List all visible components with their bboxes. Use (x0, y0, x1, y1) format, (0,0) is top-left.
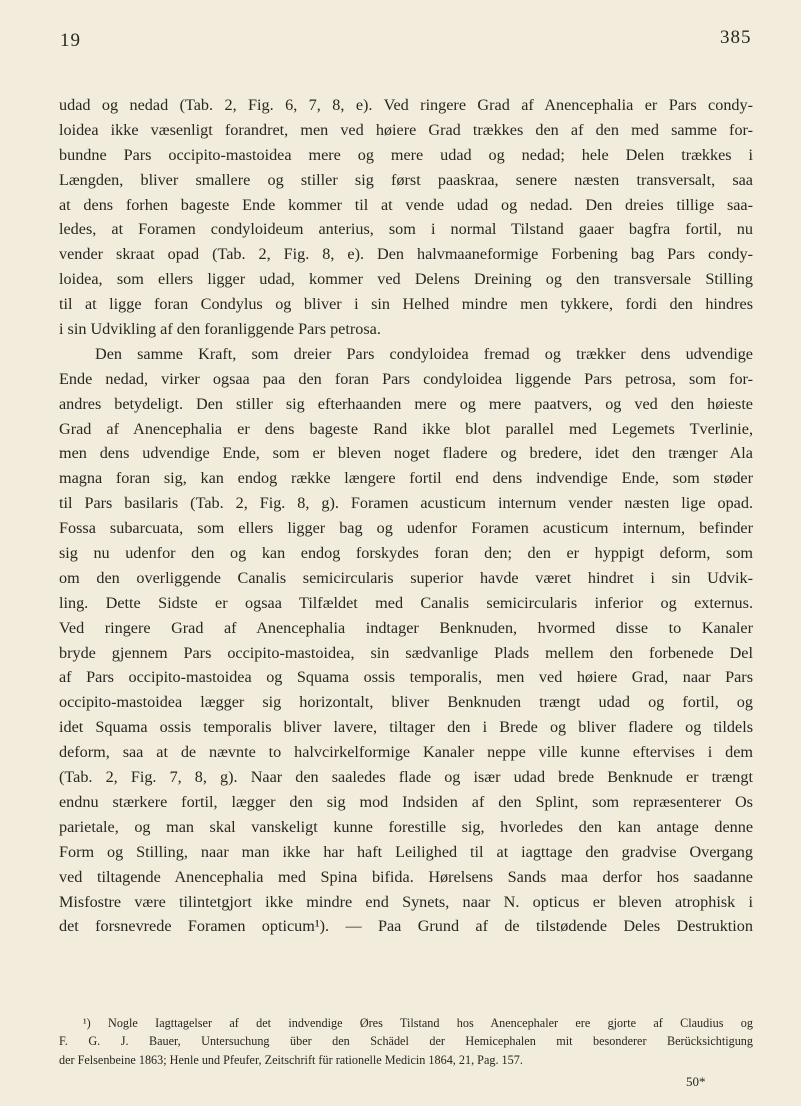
text-line: i sin Udvikling af den foranliggende Pars petrosa. (59, 320, 381, 339)
text-line: (Tab. 2, Fig. 7, 8, g). Naar den saaledes flade og især udad brede Benknude er trængt (59, 768, 753, 787)
text-line: bryde gjennem Pars occipito-mastoidea, sin sædvanlige Plads mellem den forbenede Del (59, 643, 753, 662)
text-line: men dens udvendige Ende, som er bleven noget fladere og bredere, idet den trænger Ala (59, 444, 753, 463)
text-line: occipito-mastoidea lægger sig horizontalt, bliver Benknuden trængt udad og fortil, og (59, 693, 753, 712)
text-line: af Pars occipito-mastoidea og Squama ossis temporalis, men ved høiere Grad, naar Pars (59, 668, 753, 687)
footnote-line: F. G. J. Bauer, Untersuchung über den Schädel der Hemicephalen mit besonderer Berücksichtigung (59, 1034, 753, 1049)
footnotes (59, 1014, 753, 1069)
text-line: loidea, som ellers ligger udad, kommer ved Delens Dreining og den transversale Stilling (59, 270, 753, 289)
text-line: ved tiltagende Anencephalia med Spina bifida. Hørelsens Sands maa derfor hos saadanne (59, 867, 753, 886)
text-line: Den samme Kraft, som dreier Pars condyloidea fremad og trækker dens udvendige (95, 344, 753, 363)
text-line: endnu stærkere fortil, lægger den sig mod Indsiden af den Splint, som repræsenterer Os (59, 792, 753, 811)
text-line: Længden, bliver smallere og stiller sig først paaskraa, senere næsten transversalt, saa (59, 170, 753, 189)
text-line: vender skraat opad (Tab. 2, Fig. 8, e). Den halvmaaneformige Forbening bag Pars condy- (59, 245, 753, 264)
text-line: det forsnevrede Foramen opticum¹). — Paa Grund af de tilstødende Deles Destruktion (59, 917, 753, 936)
text-line: ling. Dette Sidste er ogsaa Tilfældet med Canalis semicircularis inferior og externus. (59, 593, 753, 612)
text-line: deform, saa at de nævnte to halvcirkelformige Kanaler neppe ville kunne eftervises i dem (59, 743, 753, 762)
text-line: loidea ikke væsenligt forandret, men ved høiere Grad trækkes den af den med samme for- (59, 120, 753, 139)
text-line: Misfostre være tilintetgjort ikke mindre end Synets, naar N. opticus er bleven atrophisk i (59, 892, 753, 911)
text-line: magna foran sig, kan endog række længere fortil end dens indvendige Ende, som støder (59, 469, 753, 488)
text-line: idet Squama ossis temporalis bliver lavere, tiltager den i Brede og bliver fladere og tildels (59, 718, 753, 737)
text-line: bundne Pars occipito-mastoidea mere og mere udad og nedad; hele Delen trækkes i (59, 145, 753, 164)
text-line: at dens forhen bageste Ende kommer til at vende udad og nedad. Den dreies tillige saa- (59, 195, 753, 214)
text-line: til at ligge foran Condylus og bliver i sin Helhed mindre men tykkere, fordi den hindres (59, 295, 753, 314)
text-line: ledes, at Foramen condyloideum anterius, som i normal Tilstand gaaer bagfra fortil, nu (59, 220, 753, 239)
text-line: til Pars basilaris (Tab. 2, Fig. 8, g). Foramen acusticum internum vender næsten lige opad. (59, 494, 753, 513)
body-text (59, 93, 753, 939)
text-line: Form og Stilling, naar man ikke har haft Leilighed til at iagttage den gradvise Overgang (59, 842, 753, 861)
text-line: parietale, og man skal vanskeligt kunne forestille sig, hvorledes den kan antage denne (59, 817, 753, 836)
signature-mark: 50* (686, 1074, 706, 1089)
text-line: om den overliggende Canalis semicircularis superior havde været hindret i sin Udvik- (59, 568, 753, 587)
footnote-line: der Felsenbeine 1863; Henle und Pfeufer, Zeitschrift für rationelle Medicin 1864, 21, Pag. 157. (59, 1052, 523, 1067)
text-line: andres betydeligt. Den stiller sig efterhaanden mere og mere paatvers, og ved den høieste (59, 394, 753, 413)
page-number: 385 (720, 27, 752, 48)
column-number: 19 (60, 30, 81, 51)
text-line: Ende nedad, virker ogsaa paa den foran Pars condyloidea liggende Pars petrosa, som for- (59, 369, 753, 388)
text-line: Fossa subarcuata, som ellers ligger bag og udenfor Foramen acusticum internum, befinder (59, 519, 753, 538)
footnote-line: ¹) Nogle Iagttagelser af det indvendige Øres Tilstand hos Anencephaler ere gjorte af Claudius og (83, 1016, 753, 1030)
text-line: udad og nedad (Tab. 2, Fig. 6, 7, 8, e). Ved ringere Grad af Anencephalia er Pars condy- (59, 96, 753, 114)
text-line: sig nu udenfor den og kan endog forskydes foran den; den er hyppigt deform, som (59, 544, 753, 563)
text-line: Grad af Anencephalia er dens bageste Rand ikke blot parallel med Legemets Tverlinie, (59, 419, 753, 438)
text-line: Ved ringere Grad af Anencephalia indtager Benknuden, hvormed disse to Kanaler (59, 618, 753, 637)
